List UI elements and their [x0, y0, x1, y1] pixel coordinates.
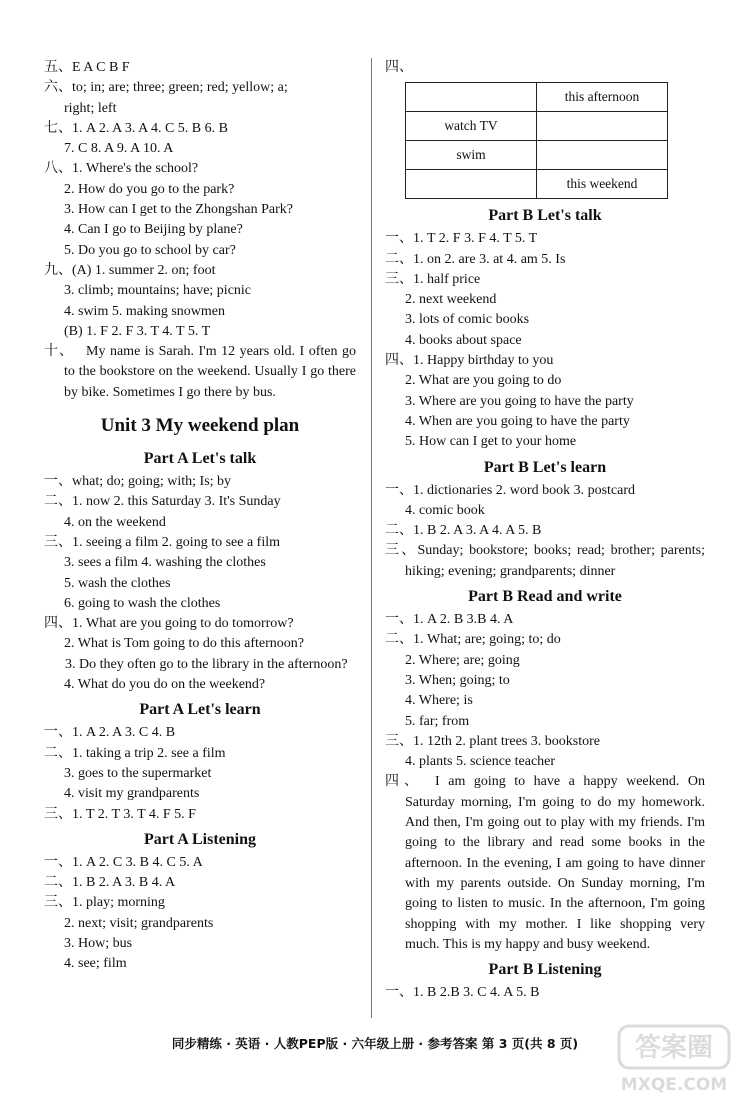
answer-line: 4. Can I go to Beijing by plane? [64, 222, 243, 238]
part-b-read-write-answers [385, 610, 705, 772]
answer-line: 三、1. seeing a film 2. going to see a film [44, 534, 281, 550]
part-a-listening-answers [44, 853, 356, 975]
heading-part-a-talk: Part A Let's talk [143, 450, 257, 468]
answer-line: 三、1. T 2. T 3. T 4. F 5. F [44, 806, 196, 822]
essay-four [385, 772, 705, 955]
answer-line: 九、(A) 1. summer 2. on; foot [44, 262, 216, 278]
answer-line: 5. How can I get to your home [405, 434, 577, 450]
heading-part-a-learn: Part A Let's learn [139, 701, 261, 719]
section-three-text: Sunday; bookstore; books; read; brother; parents; hiking; evening; grandparents; dinner [405, 543, 706, 579]
heading-part-b-listening: Part B Listening [488, 961, 602, 979]
answer-line: 二、1. on 2. are 3. at 4. am 5. Is [385, 251, 566, 267]
answer-line: 一、1. B 2.B 3. C 4. A 5. B [385, 985, 540, 1001]
answer-line: 四、1. What are you going to do tomorrow? [44, 616, 294, 632]
answer-line: 二、1. B 2. A 3. B 4. A [44, 875, 176, 891]
answer-line: 2. Where; are; going [405, 652, 520, 668]
answer-line: 3. sees a film 4. washing the clothes [64, 555, 266, 571]
answer-line: 7. C 8. A 9. A 10. A [64, 141, 174, 157]
answer-line: 3. How; bus [64, 935, 133, 951]
page-footer: 同步精练 · 英语 · 人教PEP版 · 六年级上册 · 参考答案 第 3 页(共 8 页) [171, 1036, 579, 1051]
table-cell [406, 83, 537, 112]
answer-line: 3. goes to the supermarket [64, 765, 212, 781]
answer-line: 三、1. half price [385, 271, 481, 287]
answer-line: 4. swim 5. making snowmen [64, 303, 225, 319]
part-a-talk-answers-end [44, 675, 356, 695]
watermark-bottom-text: MXQE.COM [620, 1075, 728, 1095]
table-cell: watch TV [406, 112, 537, 141]
answer-line: 6. going to wash the clothes [64, 595, 221, 611]
table-row [406, 141, 668, 170]
essay-ten [44, 342, 356, 403]
column-divider [371, 58, 372, 1018]
table-row [406, 83, 668, 112]
table-cell: swim [406, 141, 537, 170]
watermark-top-text: 答案圈 [634, 1033, 714, 1063]
weekend-plan-table [405, 82, 668, 199]
answer-line: 4. comic book [405, 502, 485, 518]
answer-line: 4. visit my grandparents [64, 786, 200, 802]
answer-line: 八、1. Where's the school? [44, 161, 199, 177]
part-a-talk-answers [44, 472, 356, 655]
answer-line: 3. How can I get to the Zhongshan Park? [64, 202, 293, 218]
answer-line: 4. plants 5. science teacher [405, 754, 556, 770]
answer-line: 4. on the weekend [64, 514, 166, 530]
table-cell [537, 141, 668, 170]
answer-line: 六、to; in; are; three; green; red; yellow; a; [44, 80, 288, 96]
learn-b-section-three [385, 541, 705, 582]
heading-part-b-learn: Part B Let's learn [483, 458, 607, 476]
answer-line: 三、1. 12th 2. plant trees 3. bookstore [385, 733, 601, 749]
answer-line: 2. next; visit; grandparents [64, 915, 214, 931]
answer-line: 2. What is Tom going to do this afternoon? [64, 636, 304, 652]
answer-line: 七、1. A 2. A 3. A 4. C 5. B 6. B [44, 120, 228, 136]
answer-line: (B) 1. F 2. F 3. T 4. T 5. T [64, 323, 211, 339]
answer-line: 二、1. B 2. A 3. A 4. A 5. B [385, 523, 542, 539]
answer-line: 3. When; going; to [405, 672, 510, 688]
answer-line: 二、1. now 2. this Saturday 3. It's Sunday [44, 494, 281, 510]
answer-line: 三、1. play; morning [44, 895, 165, 911]
part-b-talk-answers [385, 229, 705, 452]
answer-line: 一、1. A 2. B 3.B 4. A [385, 612, 514, 628]
essay-four-text: I am going to have a happy weekend. On Saturday morning, I'm going to do my homework. And then, I'm going out to play with my friends. I'm going to the library and read some books in the afternoon. In the evening, I am going to have dinner with my parents outside. On Sunday morning, I'm going to listen to music. In the afternoon, I'm going shopping with my mother. I like shopping very much. This is my happy and busy weekend. [405, 774, 705, 952]
answers-before-unit [44, 58, 356, 342]
answer-line: 一、1. A 2. A 3. C 4. B [44, 725, 176, 741]
answer-line: 2. How do you go to the park? [64, 181, 235, 197]
answer-line: 2. next weekend [405, 292, 497, 308]
answer-line: right; left [64, 100, 117, 116]
answer-line: 4. What do you do on the weekend? [64, 677, 266, 693]
watermark-logo [615, 1022, 733, 1098]
answer-line: 五、E A C B F [44, 60, 130, 75]
table-cell [537, 112, 668, 141]
heading-part-a-listening: Part A Listening [143, 830, 256, 848]
essay-ten-label: 十、 [44, 344, 75, 360]
heading-part-b-read-write: Part B Read and write [468, 588, 622, 606]
answer-line: 5. wash the clothes [64, 575, 171, 591]
left-column [44, 58, 356, 975]
talk-question-3: 3. Do they often go to the library in the afternoon? [65, 656, 348, 672]
answer-line: 四、1. Happy birthday to you [385, 353, 554, 369]
section-three-label: 三、 [385, 543, 418, 559]
table-section-label: 四、 [385, 60, 413, 75]
answer-line: 5. Do you go to school by car? [64, 242, 236, 258]
table-cell: this afternoon [537, 83, 668, 112]
table-row [406, 170, 668, 199]
part-b-listening-answers [385, 983, 705, 1003]
essay-ten-text: My name is Sarah. I'm 12 years old. I often go to the bookstore on the weekend. Usually I go there by bike. Sometimes I go there by bus. [64, 344, 356, 400]
answer-line: 3. climb; mountains; have; picnic [64, 283, 252, 299]
answer-line: 4. see; film [64, 956, 127, 972]
table-cell: this weekend [537, 170, 668, 199]
table-cell [406, 170, 537, 199]
essay-four-label: 四、 [385, 774, 424, 790]
answer-line: 3. lots of comic books [405, 312, 530, 328]
heading-part-b-talk: Part B Let's talk [488, 207, 602, 225]
answer-line: 4. books about space [405, 332, 522, 348]
answer-line: 一、what; do; going; with; Is; by [44, 474, 232, 490]
answer-line: 一、1. T 2. F 3. F 4. T 5. T [385, 231, 538, 247]
answer-line: 一、1. A 2. C 3. B 4. C 5. A [44, 854, 203, 870]
part-a-learn-answers [44, 723, 356, 824]
answer-line: 二、1. What; are; going; to; do [385, 632, 561, 648]
answer-line: 4. When are you going to have the party [405, 413, 630, 429]
answer-line: 一、1. dictionaries 2. word book 3. postcard [385, 482, 636, 498]
answer-line: 2. What are you going to do [405, 373, 562, 389]
answer-line: 4. Where; is [405, 693, 473, 709]
right-column [385, 58, 705, 1003]
unit-title: Unit 3 My weekend plan [100, 415, 300, 437]
answer-line: 5. far; from [405, 713, 470, 729]
part-b-learn-answers [385, 481, 705, 542]
table-row [406, 112, 668, 141]
answer-line: 二、1. taking a trip 2. see a film [44, 745, 226, 761]
answer-line: 3. Where are you going to have the party [405, 393, 634, 409]
